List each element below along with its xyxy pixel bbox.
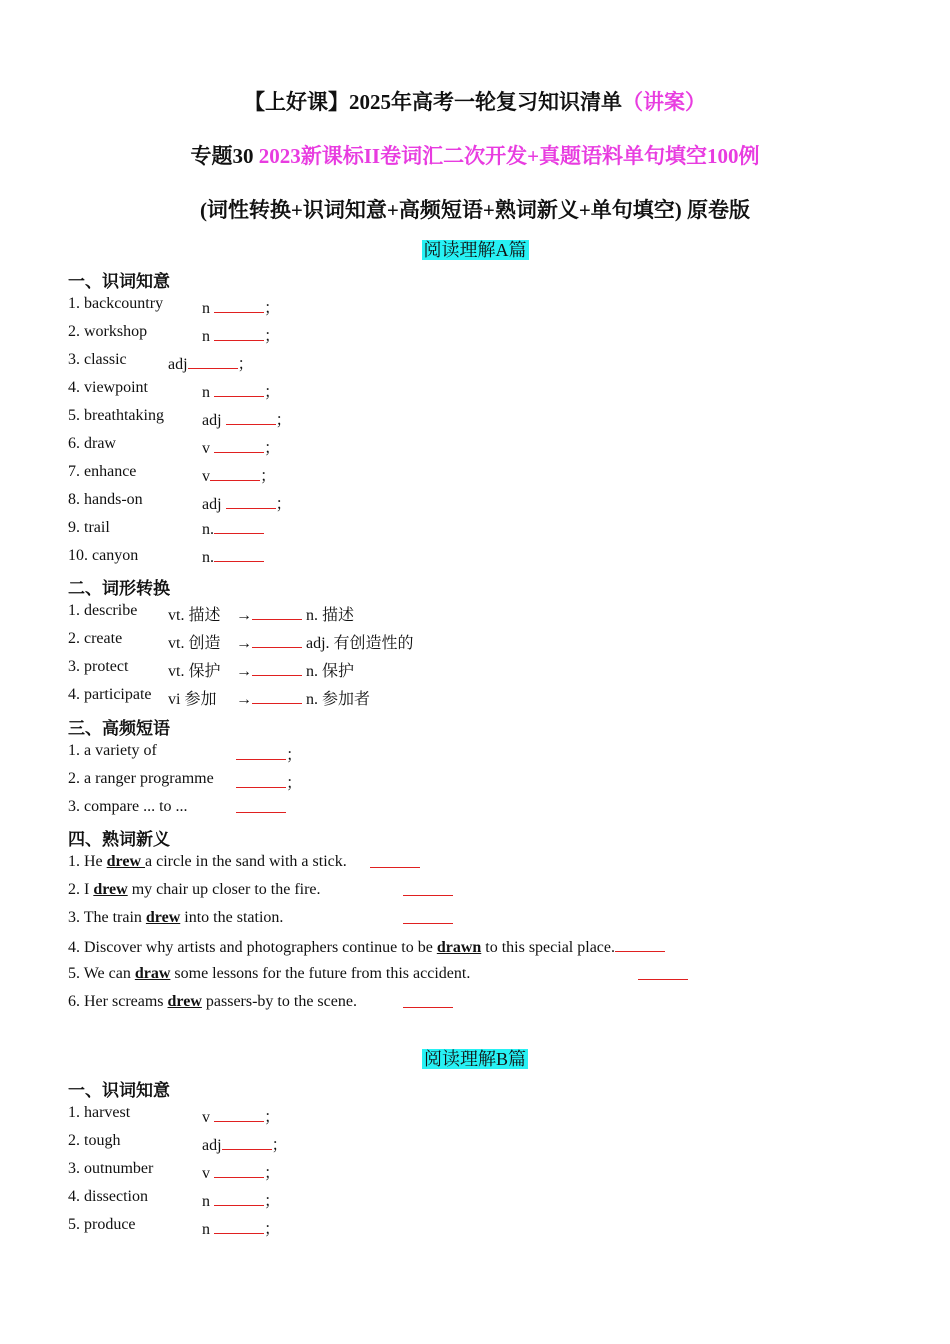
vocab-word: 6. draw [68, 435, 116, 452]
item-end: ； [264, 1165, 281, 1182]
sentence-item [68, 965, 470, 983]
item-end: ； [237, 356, 254, 373]
conv-rest [236, 630, 414, 653]
pos: v [202, 1109, 210, 1126]
vocab-item [68, 407, 292, 429]
answer-blank[interactable] [236, 773, 286, 788]
vocab-item [68, 491, 292, 513]
conversion-item [68, 658, 355, 680]
vocab-word: 9. trail [68, 519, 110, 536]
phrase-answer [236, 770, 302, 793]
conv-rest [236, 658, 354, 681]
vocab-word: 3. classic [68, 351, 127, 368]
doc-title-line2 [0, 140, 950, 170]
sentence-pre: 2. I [68, 881, 94, 898]
sentence-pre: 6. Her screams [68, 993, 168, 1010]
sentence-post: my chair up closer to the fire. [127, 881, 321, 898]
pos: v [202, 468, 210, 485]
arrow-icon: → [236, 663, 252, 680]
vocab-pos-blank [202, 491, 292, 514]
vocab-item [68, 547, 214, 566]
vocab-word: 8. hands-on [68, 491, 143, 508]
title-tag: （讲案） [622, 90, 706, 114]
sentence-post: into the station. [180, 909, 284, 926]
answer-blank[interactable] [214, 438, 264, 453]
conv-word: 1. describe [68, 602, 138, 619]
vocab-pos-blank [202, 295, 280, 318]
phrase-text: 2. a ranger programme [68, 770, 214, 787]
vocab-item [68, 1216, 281, 1238]
sentence-post: some lessons for the future from this accident. [170, 965, 471, 982]
vocab-item [68, 295, 281, 317]
phrase-text: 1. a variety of [68, 742, 157, 759]
pos: n [202, 300, 210, 317]
section-header: 三、高频短语 [68, 719, 170, 738]
sentence-item [68, 937, 665, 957]
pos: adj [202, 496, 222, 513]
conv-meaning: vt. 保护 [168, 663, 221, 680]
answer-blank[interactable] [214, 1219, 264, 1234]
item-end: ； [286, 747, 303, 764]
pos: n [202, 1221, 210, 1238]
section-header: 四、熟词新义 [68, 830, 170, 849]
item-end: ； [264, 384, 281, 401]
vocab-item [68, 351, 254, 373]
vocab-word: 1. harvest [68, 1104, 131, 1121]
conv-target: n. 描述 [306, 607, 355, 624]
answer-blank[interactable] [214, 326, 264, 341]
phrase-answer [236, 798, 286, 818]
sentence-item [68, 881, 321, 899]
vocab-item [68, 1160, 281, 1182]
conversion-item [68, 602, 355, 624]
section-header: 一、识词知意 [68, 272, 170, 291]
vocab-item [68, 463, 277, 485]
conversion-item [68, 630, 414, 652]
answer-blank[interactable] [188, 354, 238, 369]
answer-blank[interactable] [226, 494, 276, 509]
vocab-word: 3. outnumber [68, 1160, 154, 1177]
answer-blank[interactable] [638, 965, 688, 980]
vocab-word: 4. dissection [68, 1188, 148, 1205]
vocab-pos-blank [202, 547, 264, 567]
key-word: drew [145, 909, 181, 926]
conv-target: n. 保护 [306, 663, 355, 680]
conv-word: 3. protect [68, 658, 129, 675]
pos: n [202, 1193, 210, 1210]
answer-blank[interactable] [214, 298, 264, 313]
phrase-text: 3. compare ... to ... [68, 798, 188, 815]
doc-title-line3: (词性转换+识词知意+高频短语+熟词新义+单句填空) 原卷版 [199, 198, 751, 222]
phrase-item [68, 742, 303, 764]
conversion-item [68, 686, 371, 708]
vocab-pos-blank [202, 1160, 280, 1183]
topic-number: 专题30 [190, 144, 254, 168]
answer-blank[interactable] [210, 466, 260, 481]
sentence-post: to this special place. [481, 939, 615, 956]
answer-blank[interactable] [214, 1191, 264, 1206]
vocab-word: 5. produce [68, 1216, 136, 1233]
vocab-item [68, 435, 281, 457]
answer-blank[interactable] [370, 853, 420, 868]
conv-meaning: vt. 描述 [168, 607, 221, 624]
key-word: draw [134, 965, 171, 982]
vocab-item [68, 519, 214, 538]
vocab-pos-blank [202, 1104, 280, 1127]
sentence-item [68, 909, 283, 927]
item-end: ； [264, 1221, 281, 1238]
vocab-item [68, 1104, 281, 1126]
sentence-post: passers-by to the scene. [201, 993, 357, 1010]
pos: v [202, 440, 210, 457]
answer-blank[interactable] [236, 798, 286, 813]
conv-target: adj. 有创造性的 [306, 635, 414, 652]
vocab-word: 2. workshop [68, 323, 148, 340]
conv-meaning: vt. 创造 [168, 635, 221, 652]
vocab-pos-blank [202, 1216, 280, 1239]
vocab-word: 7. enhance [68, 463, 137, 480]
sentence-item [68, 993, 357, 1011]
pos: adj [202, 1137, 222, 1154]
conv-word: 4. participate [68, 686, 152, 703]
item-end: ； [264, 1109, 281, 1126]
conv-target: n. 参加者 [306, 691, 371, 708]
vocab-item [68, 1132, 288, 1154]
vocab-word: 5. breathtaking [68, 407, 164, 424]
vocab-pos-blank [202, 463, 276, 486]
answer-blank[interactable] [252, 689, 302, 704]
answer-blank[interactable] [403, 909, 453, 924]
item-end: ； [271, 1137, 288, 1154]
key-word: drawn [436, 939, 482, 956]
answer-blank[interactable] [214, 1107, 264, 1122]
answer-blank[interactable] [214, 382, 264, 397]
vocab-pos-blank [202, 1188, 280, 1211]
key-word: drew [167, 993, 202, 1010]
vocab-word: 2. tough [68, 1132, 121, 1149]
phrase-item [68, 770, 303, 792]
vocab-item [68, 323, 281, 345]
sentence-post: a circle in the sand with a stick. [145, 853, 347, 870]
answer-blank[interactable] [214, 519, 264, 534]
answer-blank[interactable] [403, 993, 453, 1008]
pos: n. [202, 521, 214, 538]
vocab-pos-blank [202, 519, 264, 539]
pos: n [202, 328, 210, 345]
key-word: drew [106, 853, 146, 870]
item-end: ； [264, 1193, 281, 1210]
answer-blank[interactable] [236, 745, 286, 760]
doc-title-line1 [0, 86, 950, 116]
item-end: ； [275, 412, 292, 429]
part-a-heading-text: 阅读理解A篇 [423, 240, 527, 260]
item-end: ； [275, 496, 292, 513]
conv-rest [236, 602, 354, 625]
vocab-word: 1. backcountry [68, 295, 164, 312]
sentence-pre: 1. He [68, 853, 107, 870]
item-end: ； [264, 328, 281, 345]
pos: v [202, 1165, 210, 1182]
vocab-pos-blank [202, 407, 292, 430]
pos: adj [202, 412, 222, 429]
sentence-pre: 5. We can [68, 965, 135, 982]
vocab-word: 10. canyon [68, 547, 139, 564]
conv-word: 2. create [68, 630, 123, 647]
conv-rest [236, 686, 370, 709]
answer-blank[interactable] [252, 633, 302, 648]
title-main: 【上好课】2025年高考一轮复习知识清单 [244, 90, 622, 114]
arrow-icon: → [236, 635, 252, 652]
vocab-pos-blank [202, 435, 280, 458]
answer-blank[interactable] [222, 1135, 272, 1150]
part-b-heading-text: 阅读理解B篇 [423, 1049, 526, 1069]
key-word: drew [93, 881, 128, 898]
sentence-pre: 3. The train [68, 909, 146, 926]
vocab-pos-blank [202, 1132, 288, 1155]
topic-title: 2023新课标II卷词汇二次开发+真题语料单句填空100例 [258, 144, 760, 168]
section-header: 二、词形转换 [68, 579, 170, 598]
part-b-heading [0, 1045, 950, 1071]
conv-meaning: vi 参加 [168, 691, 217, 708]
item-end: ； [286, 775, 303, 792]
item-end: ； [264, 440, 281, 457]
phrase-item [68, 798, 188, 816]
pos: n [202, 384, 210, 401]
item-end: ； [260, 468, 277, 485]
answer-blank[interactable] [403, 881, 453, 896]
pos: adj [168, 356, 188, 373]
vocab-item [68, 379, 281, 401]
arrow-icon: → [236, 607, 252, 624]
vocab-pos-blank [202, 379, 280, 402]
pos: n. [202, 549, 214, 566]
section-header: 一、识词知意 [68, 1081, 170, 1100]
answer-blank[interactable] [252, 661, 302, 676]
vocab-word: 4. viewpoint [68, 379, 148, 396]
vocab-item [68, 1188, 281, 1210]
sentence-pre: 4. Discover why artists and photographers continue to be [68, 939, 437, 956]
vocab-pos-blank [168, 351, 254, 374]
vocab-pos-blank [202, 323, 280, 346]
part-a-heading [0, 236, 950, 262]
answer-blank[interactable] [252, 605, 302, 620]
arrow-icon: → [236, 691, 252, 708]
phrase-answer [236, 742, 302, 765]
answer-blank[interactable] [214, 1163, 264, 1178]
item-end: ； [264, 300, 281, 317]
answer-blank[interactable] [214, 547, 264, 562]
answer-blank[interactable] [226, 410, 276, 425]
answer-blank[interactable] [615, 937, 665, 952]
sentence-item [68, 853, 347, 871]
